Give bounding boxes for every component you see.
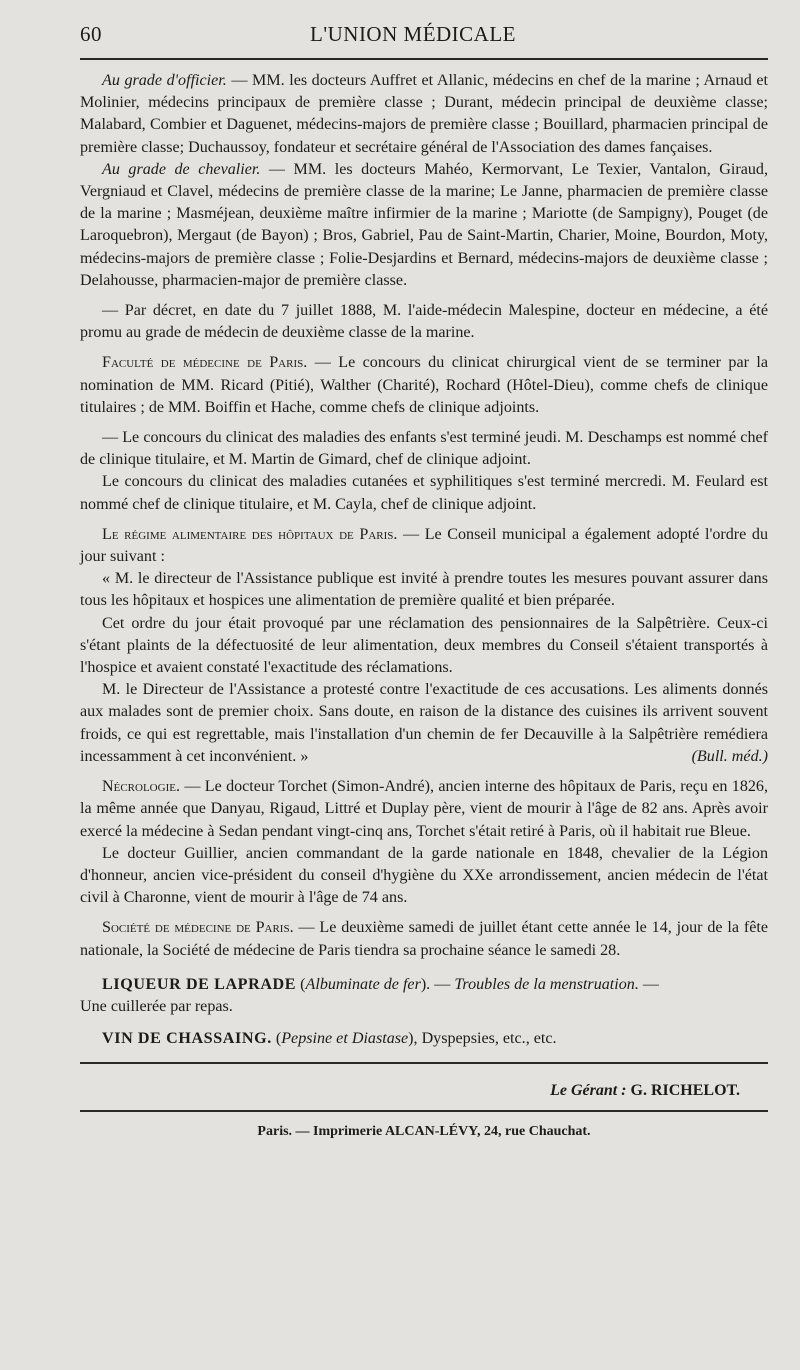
text-directeur: M. le Directeur de l'Assistance a protesté contre l'exactitude de ces accusations. Les aliments donnés aux malades sont de premier choix. Sans doute, en raison de la distance des cuisines ils arrivent souvent froids, ce qui est regrettable, mais l'installation d'un chemin de fer Decauville à la Salpêtrière remédiera incessamment à cet inconvénient. »	[80, 681, 768, 765]
printer-imprint: Paris. — Imprimerie ALCAN-LÉVY, 24, rue Chauchat.	[257, 1123, 591, 1139]
paragraph-ordre: Cet ordre du jour était provoqué par une réclamation des pensionnaires de la Salpêtrière. Ceux-ci s'étant plaints de la défectuosité de leur alimentation, deux membres du Conseil s'étaient transportés à l'hospice et avaient constaté l'exactitude des réclamations.	[80, 614, 768, 677]
paragraph-directeur	[80, 679, 768, 768]
separator-rule	[80, 1062, 768, 1064]
gerant-line	[80, 1082, 740, 1100]
paragraph-decret: — Par décret, en date du 7 juillet 1888, M. l'aide-médecin Malespine, docteur en médecine, a été promu au grade de médecin de deuxième classe de la marine.	[80, 302, 768, 342]
paragraph-officier	[80, 70, 768, 159]
article-body	[80, 70, 768, 962]
paragraph-societe	[80, 917, 768, 961]
ad-laprade-dose: Une cuillerée par repas.	[80, 997, 233, 1015]
paragraph-faculte	[80, 352, 768, 419]
label-necrologie: Nécrologie.	[102, 778, 180, 796]
text-chevalier: — MM. les docteurs Mahéo, Kermorvant, Le Texier, Vantalon, Giraud, Vergniaud et Clavel, médecins de première classe de la marine; Le Janne, pharmacien de première classe de la marine ; Masméjean, deuxième maître infirmier de la marine ; Mariotte (de Sampigny), Pouget (de Laroquebron), Mergaut (de Bayon) ; Bros, Gabriel, Pau de Saint-Martin, Charier, Moine, Bourdon, Moty, médecins-majors de première classe ; Folie-Desjardins et Bernard, médecins-majors de deuxième classe ; Delahousse, pharmacien-major de première classe.	[80, 160, 769, 289]
running-head: L'UNION MÉDICALE	[310, 22, 517, 46]
text-regime: — Le Conseil municipal a également adopté l'ordre du jour suivant :	[80, 525, 768, 566]
footer-rule	[80, 1110, 768, 1112]
ad-laprade-ingredient: Albuminate de fer	[305, 975, 421, 993]
label-chevalier: Au grade de chevalier.	[102, 160, 261, 178]
paragraph-enfants: — Le concours du clinicat des maladies des enfants s'est terminé jeudi. M. Deschamps est nommé chef de clinique titulaire, et M. Martin de Gimard, chef de clinique adjoint.	[80, 429, 768, 469]
text-societe: — Le deuxième samedi de juillet étant cette année le 14, jour de la fête nationale, la Société de médecine de Paris tiendra sa prochaine séance le samedi 28.	[80, 919, 768, 959]
ad-laprade-claim: Troubles de la menstruation.	[454, 975, 639, 993]
text-officier: — MM. les docteurs Auffret et Allanic, médecins en chef de la marine ; Arnaud et Molinier, médecins principaux de première classe ; Durant, médecin principal de deuxième classe; Malabard, Combier et Daguenet, médecins-majors de première classe ; Bouillard, pharmacien principal de première classe; Duchaussoy, fondateur et secrétaire général de l'Association des dames fançaises.	[80, 72, 768, 156]
text-faculte: — Le concours du clinicat chirurgical vient de se terminer par la nomination de MM. Ricard (Pitié), Walther (Charité), Rochard (Hôtel-Dieu), comme chefs de clinique titulaires ; de MM. Boiffin et Hache, comme chefs de clinique adjoints.	[80, 354, 768, 416]
gerant-name: G. RICHELOT.	[630, 1081, 740, 1099]
label-regime: Le régime alimentaire des hôpitaux de Paris.	[102, 525, 398, 543]
text-necrologie: — Le docteur Torchet (Simon-André), ancien interne des hôpitaux de Paris, reçu en 1826, la même année que Danyau, Rigaud, Littré et Duplay père, vient de mourir à l'âge de 82 ans. Après avoir exercé la médecine à Sedan pendant vingt-cinq ans, Torchet s'était retiré à Paris, où il habitait rue Bleue.	[80, 778, 768, 840]
ad-chassaing-ingredient: Pepsine et Diastase	[281, 1029, 409, 1047]
ad-chassaing-claim: Dyspepsies, etc., etc.	[421, 1029, 557, 1047]
page-number: 60	[80, 22, 102, 46]
paragraph-chevalier	[80, 159, 768, 292]
label-societe: Société de médecine de Paris.	[102, 919, 294, 937]
label-faculte: Faculté de médecine de Paris.	[102, 354, 308, 372]
header-rule	[80, 58, 768, 60]
paragraph-cutanees: Le concours du clinicat des maladies cutanées et syphilitiques s'est terminé mercredi. M. Feulard est nommé chef de clinique titulaire, et M. Cayla, chef de clinique adjoint.	[80, 473, 768, 513]
gerant-label: Le Gérant :	[550, 1081, 627, 1099]
advertisements	[80, 974, 768, 1050]
paragraph-necrologie	[80, 776, 768, 843]
paragraph-guillier: Le docteur Guillier, ancien commandant de la garde nationale en 1848, chevalier de la Légion d'honneur, ancien vice-président du conseil d'hygiène du XXe arrondissement, ancien médecin de l'état civil à Charonne, vient de mourir à l'âge de 74 ans.	[80, 844, 768, 907]
ad-laprade-brand: LIQUEUR DE LAPRADE	[102, 975, 297, 993]
citation-bull-med: (Bull. méd.)	[691, 747, 768, 765]
page-header	[80, 22, 768, 56]
paragraph-quote: « M. le directeur de l'Assistance publique est invité à prendre toutes les mesures pouvant assurer dans tous les hôpitaux et hospices une alimentation de première qualité et bien préparée.	[80, 570, 768, 610]
label-officier: Au grade d'officier.	[102, 72, 227, 89]
ad-laprade: LIQUEUR DE LAPRADE (Albuminate de fer). — Troubles de la menstruation. — Une cuillerée par repas.	[80, 975, 659, 1015]
paragraph-regime	[80, 524, 768, 568]
ad-chassaing: VIN DE CHASSAING. (Pepsine et Diastase), Dyspepsies, etc., etc.	[102, 1029, 557, 1047]
ad-chassaing-brand: VIN DE CHASSAING.	[102, 1029, 272, 1047]
